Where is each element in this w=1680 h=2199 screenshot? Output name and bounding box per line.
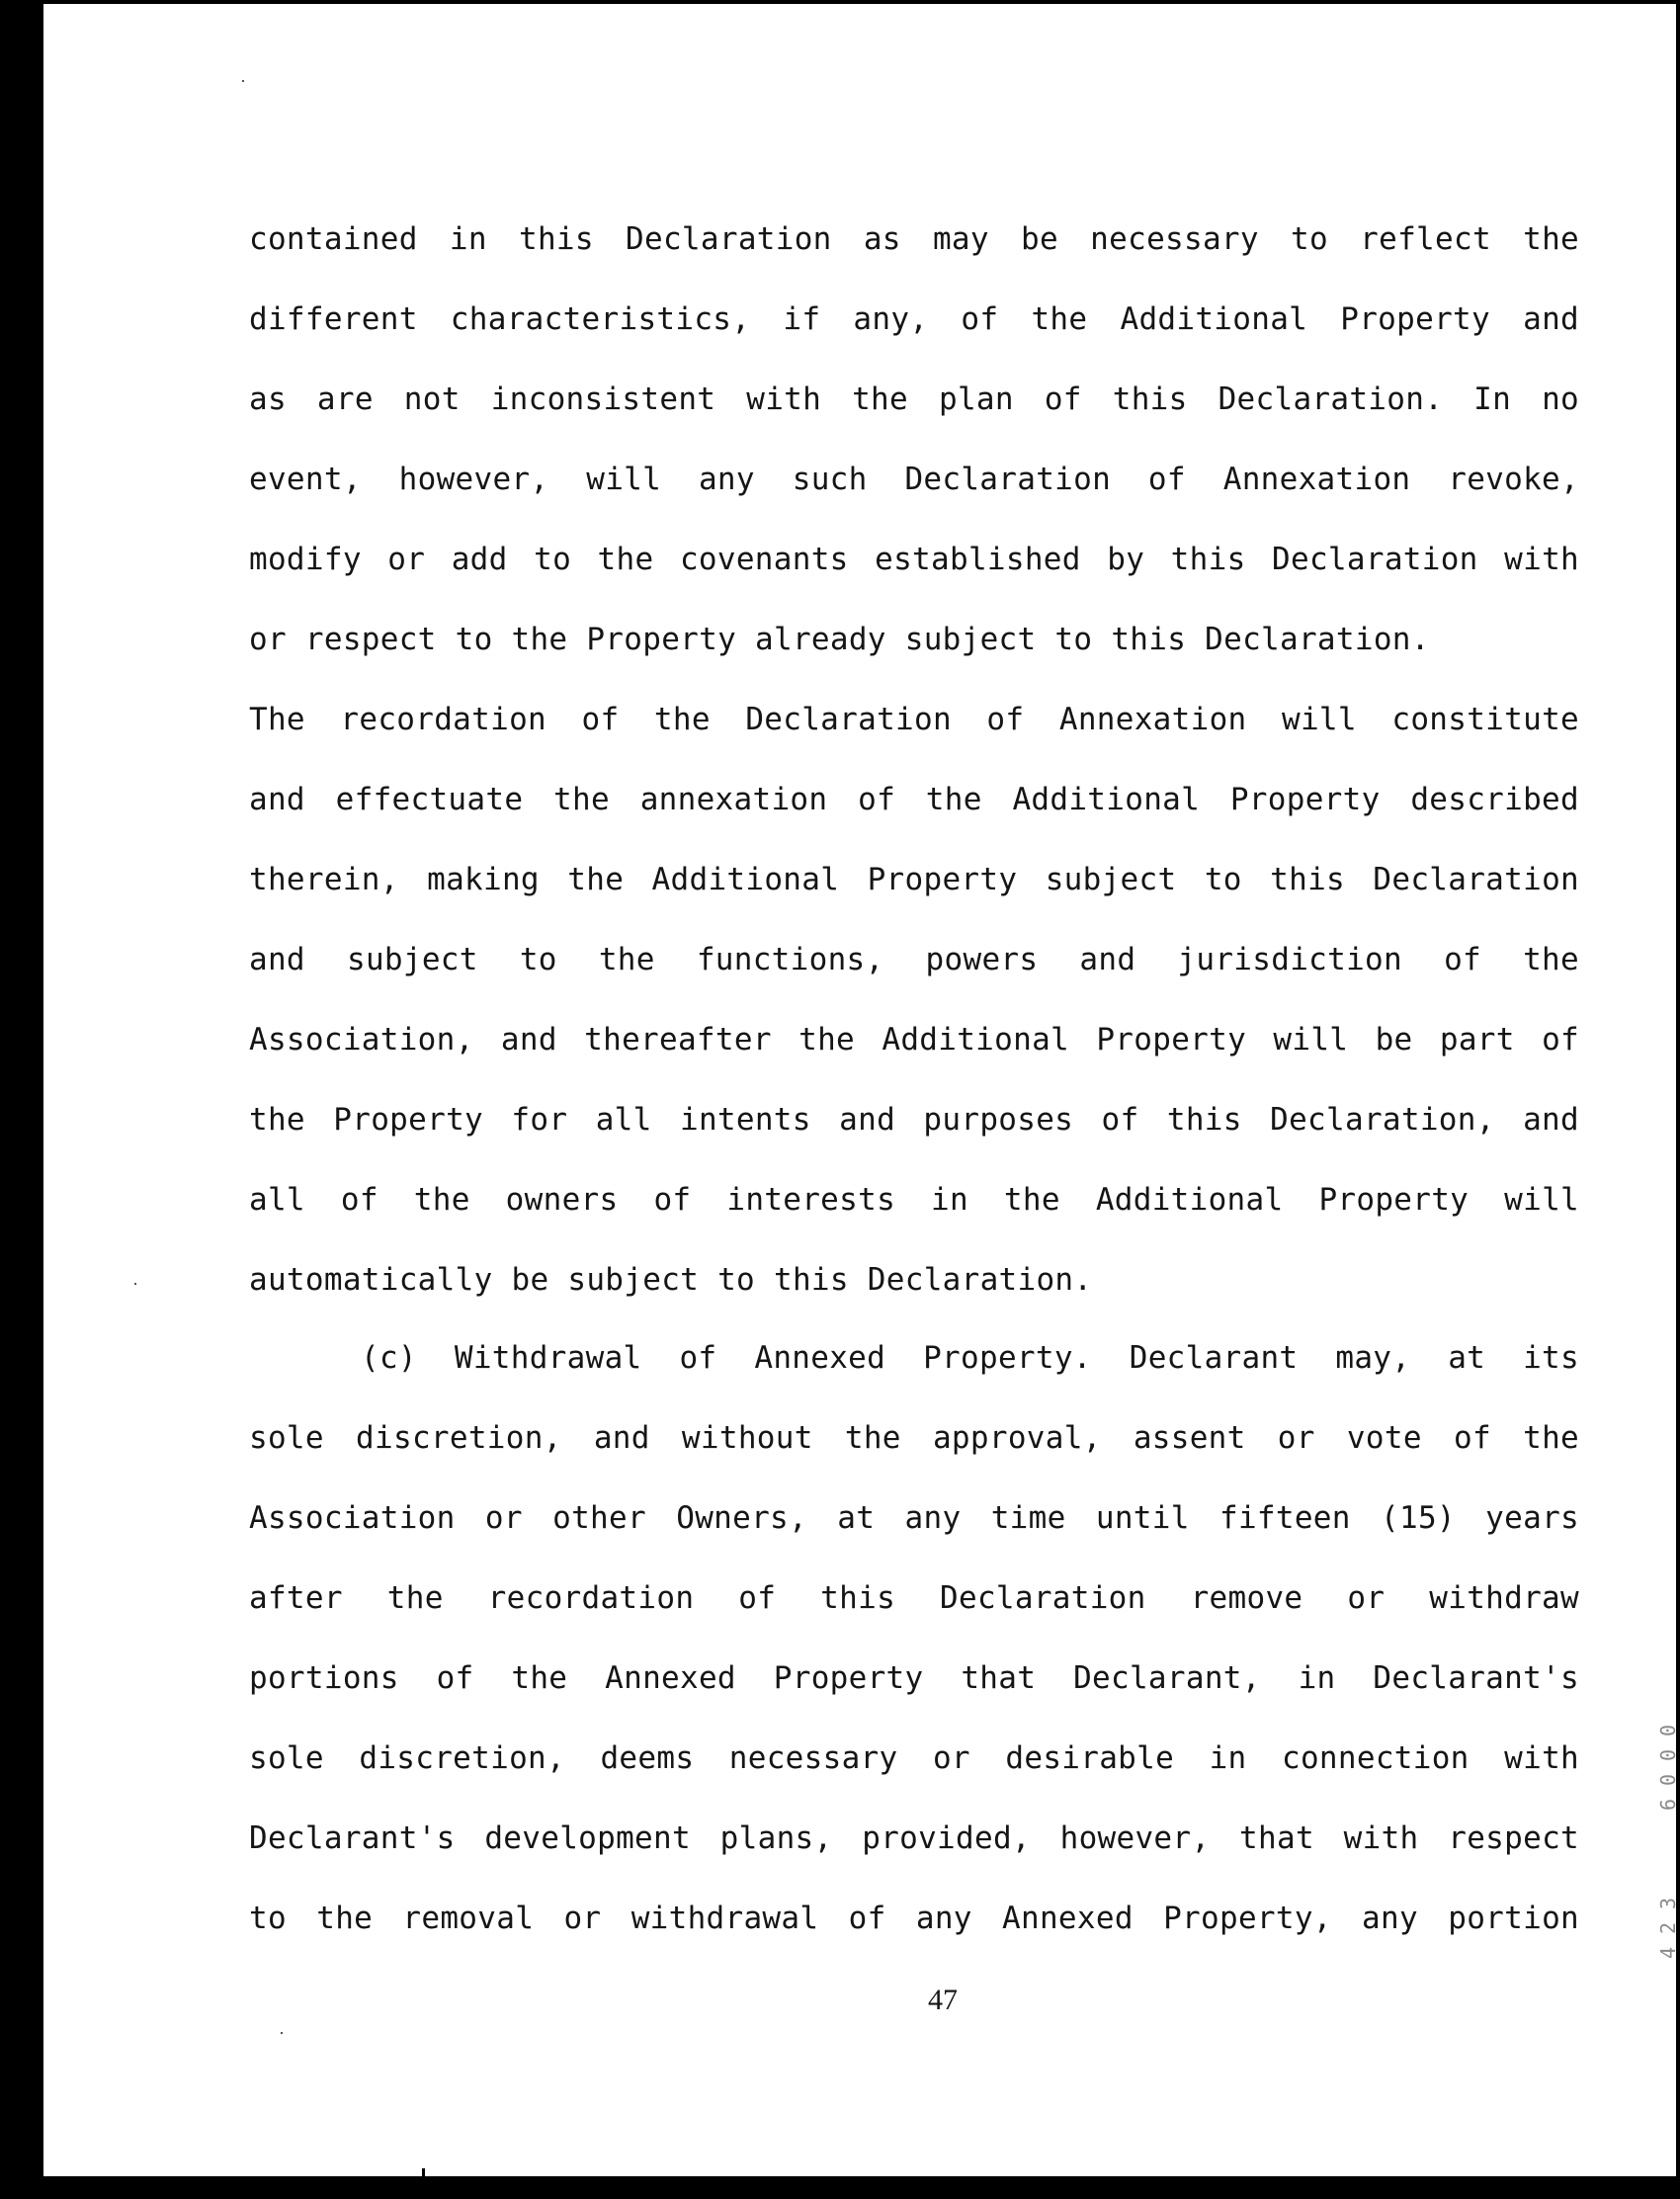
page-number: 47 (928, 1984, 958, 2016)
text-line: Association, and thereafter the Additional Property will be part of (249, 1022, 1579, 1057)
text-line: modify or add to the covenants established by this Declaration with (249, 542, 1579, 577)
body-text (43, 4, 1676, 2176)
scan-border-bottom (0, 2176, 1676, 2199)
text-line: to the removal or withdrawal of any Annexed Property, any portion (249, 1901, 1579, 1936)
text-line: portions of the Annexed Property that Declarant, in Declarant's (249, 1660, 1579, 1696)
text-line: all of the owners of interests in the Additional Property will (249, 1182, 1579, 1218)
text-line: Declarant's development plans, provided, however, that with respect (249, 1820, 1579, 1856)
text-line: the Property for all intents and purposes of this Declaration, and (249, 1102, 1579, 1138)
stamp-digit: 0 (1656, 1748, 1680, 1762)
text-line: different characteristics, if any, of the Additional Property and (249, 301, 1579, 337)
text-line: contained in this Declaration as may be necessary to reflect the (249, 221, 1579, 257)
text-line: sole discretion, and without the approval, assent or vote of the (249, 1420, 1579, 1456)
text-line: after the recordation of this Declaration remove or withdraw (249, 1580, 1579, 1616)
scan-speck (242, 80, 244, 82)
text-line: or respect to the Property already subject to this Declaration. (249, 622, 1430, 657)
text-line: and effectuate the annexation of the Additional Property described (249, 782, 1579, 817)
stamp-digit: 3 (1656, 1897, 1680, 1910)
scan-notch (422, 2168, 425, 2178)
text-line: automatically be subject to this Declaration. (249, 1262, 1093, 1298)
text-line: The recordation of the Declaration of Annexation will constitute (249, 702, 1579, 737)
stamp-digit: 6 (1656, 1798, 1680, 1812)
stamp-digit: 0 (1656, 1773, 1680, 1787)
scan-speck (281, 2032, 283, 2034)
stamp-digit: 0 (1656, 1724, 1680, 1737)
text-line: as are not inconsistent with the plan of this Declaration. In no (249, 381, 1579, 417)
text-line: sole discretion, deems necessary or desirable in connection with (249, 1740, 1579, 1776)
text-line: Association or other Owners, at any time until fifteen (15) years (249, 1500, 1579, 1536)
text-line: therein, making the Additional Property subject to this Declaration (249, 862, 1579, 897)
stamp-digit: 2 (1656, 1921, 1680, 1935)
document-page (43, 4, 1680, 2176)
stamp-digit: 4 (1656, 1946, 1680, 1960)
margin-stamp (1656, 1556, 1680, 1960)
scan-speck (134, 1283, 136, 1285)
text-line: and subject to the functions, powers and jurisdiction of the (249, 942, 1579, 977)
subsection-heading-line: (c) Withdrawal of Annexed Property. Declarant may, at its (361, 1340, 1579, 1376)
text-line: event, however, will any such Declaration of Annexation revoke, (249, 462, 1579, 497)
